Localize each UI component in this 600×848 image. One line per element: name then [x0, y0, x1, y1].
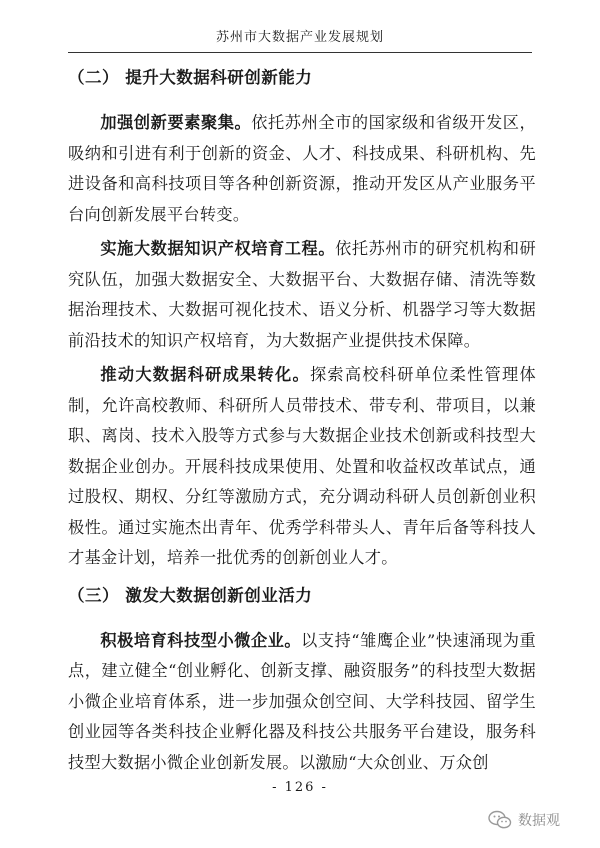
paragraph-lead: 积极培育科技型小微企业。	[100, 630, 302, 650]
paragraph-text: 依托苏州全市的国家级和省级开发区，吸纳和引进有利于创新的资金、人才、科技成果、科研机构、先进设备和高科技项目等各种创新资源，推动开发区从产业服务平台向创新发展平台转变。	[68, 113, 536, 224]
paragraph	[68, 360, 536, 574]
paragraph-lead: 加强创新要素聚集。	[100, 113, 252, 132]
watermark	[488, 810, 560, 830]
document-body	[68, 66, 536, 782]
paragraph	[68, 626, 536, 779]
paragraph-lead: 实施大数据知识产权培育工程。	[100, 239, 336, 258]
wechat-icon	[488, 810, 512, 830]
paragraph-text: 依托苏州市的研究机构和研究队伍，加强大数据安全、大数据平台、大数据存储、清洗等数据治理技术、大数据可视化技术、语义分析、机器学习等大数据前沿技术的知识产权培育，为大数据产业提供技术保障。	[68, 239, 536, 350]
section-heading: （三） 激发大数据创新创业活力	[68, 585, 313, 605]
watermark-label: 数据观	[518, 813, 560, 829]
paragraph-lead: 推动大数据科研成果转化。	[100, 365, 310, 384]
paragraph	[68, 234, 536, 356]
page-header	[68, 26, 532, 53]
section-heading: （二） 提升大数据科研创新能力	[68, 68, 313, 87]
paragraph-text: 探索高校科研单位柔性管理体制，允许高校教师、科研所人员带技术、带专利、带项目，以兼职、离岗、技术入股等方式参与大数据企业技术创新或科技型大数据企业创办。开展科技成果使用、处置和收益权改革试点，通过股权、期权、分红等激励方式，充分调动科研人员创新创业积极性。通过实施杰出青年、优秀学科带头人、青年后备等科技人才基金计划，培养一批优秀的创新创业人才。	[68, 365, 536, 567]
page-number: - 126 -	[272, 780, 328, 795]
paragraph-text: 以支持“雏鹰企业”快速涌现为重点，建立健全“创业孵化、创新支撑、融资服务”的科技型大数据小微企业培育体系，进一步加强众创空间、大学科技园、留学生创业园等各类科技企业孵化器及科技公共服务平台建设，服务科技型大数据小微企业创新发展。以激励“大众创业、万众创	[68, 630, 536, 772]
paragraph	[68, 108, 536, 230]
header-title: 苏州市大数据产业发展规划	[215, 30, 384, 45]
